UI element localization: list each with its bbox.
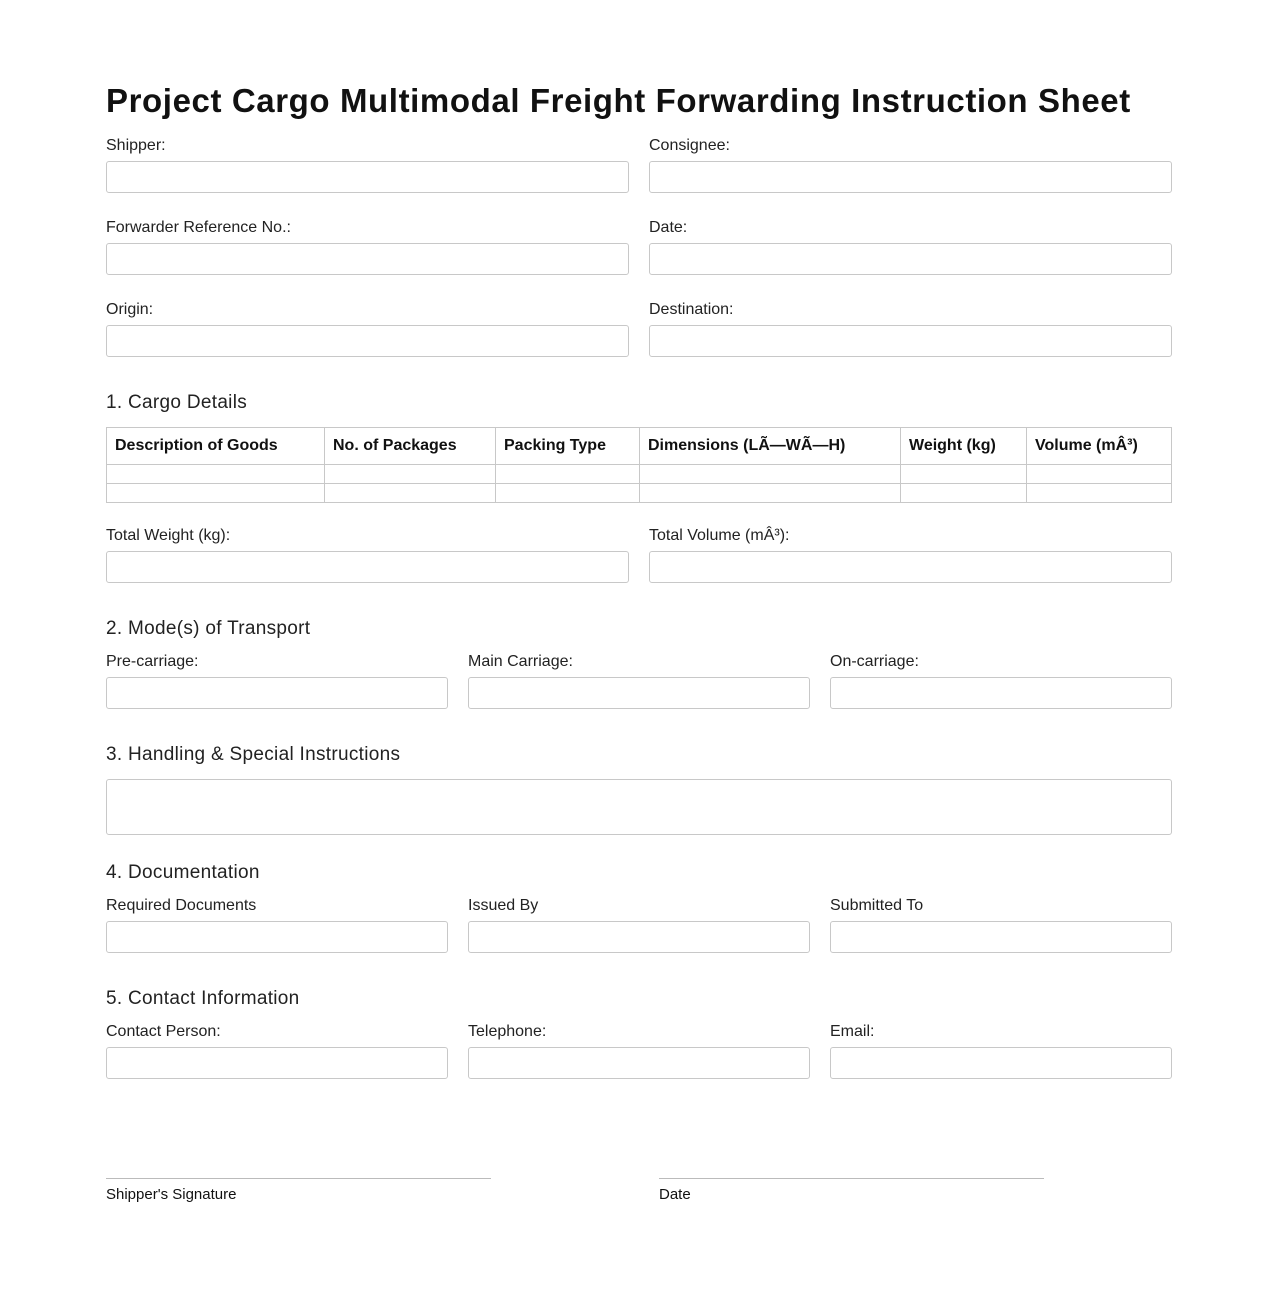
date-input[interactable] [649,243,1172,275]
handling-heading: 3. Handling & Special Instructions [106,744,401,765]
col-packing-type: Packing Type [496,428,640,465]
origin-label: Origin: [106,301,154,318]
total-weight-input[interactable] [106,551,629,583]
table-cell[interactable] [107,465,325,484]
origin-input[interactable] [106,325,629,357]
signature-date-line[interactable] [659,1178,1044,1179]
shipper-signature-label: Shipper's Signature [106,1186,237,1203]
email-label: Email: [830,1023,875,1040]
on-carriage-input[interactable] [830,677,1172,709]
destination-input[interactable] [649,325,1172,357]
table-cell[interactable] [325,484,496,503]
documentation-heading: 4. Documentation [106,862,260,883]
forwarder-ref-input[interactable] [106,243,629,275]
table-row [107,484,1172,503]
main-carriage-label: Main Carriage: [468,653,573,670]
shipper-signature-line[interactable] [106,1178,491,1179]
shipper-input[interactable] [106,161,629,193]
on-carriage-label: On-carriage: [830,653,919,670]
cargo-table [106,427,1172,503]
total-weight-label: Total Weight (kg): [106,527,231,544]
table-cell[interactable] [1027,484,1172,503]
consignee-label: Consignee: [649,137,730,154]
transport-heading: 2. Mode(s) of Transport [106,618,311,639]
table-header-row [107,428,1172,465]
table-cell[interactable] [496,484,640,503]
page-title: Project Cargo Multimodal Freight Forwarding Instruction Sheet [106,82,1131,119]
telephone-input[interactable] [468,1047,810,1079]
issued-by-input[interactable] [468,921,810,953]
contact-person-label: Contact Person: [106,1023,221,1040]
submitted-to-input[interactable] [830,921,1172,953]
issued-by-label: Issued By [468,897,539,914]
table-cell[interactable] [640,465,901,484]
pre-carriage-label: Pre-carriage: [106,653,199,670]
consignee-input[interactable] [649,161,1172,193]
shipper-label: Shipper: [106,137,166,154]
table-cell[interactable] [496,465,640,484]
required-documents-label: Required Documents [106,897,257,914]
table-row [107,465,1172,484]
destination-label: Destination: [649,301,734,318]
telephone-label: Telephone: [468,1023,547,1040]
table-cell[interactable] [640,484,901,503]
table-cell[interactable] [901,465,1027,484]
main-carriage-input[interactable] [468,677,810,709]
date-label: Date: [649,219,688,236]
total-volume-label: Total Volume (mÂ³): [649,527,790,544]
contact-person-input[interactable] [106,1047,448,1079]
total-volume-input[interactable] [649,551,1172,583]
handling-instructions-textarea[interactable] [106,779,1172,835]
submitted-to-label: Submitted To [830,897,924,914]
table-cell[interactable] [1027,465,1172,484]
col-dimensions: Dimensions (LÃ—WÃ—H) [640,428,901,465]
table-cell[interactable] [325,465,496,484]
col-weight: Weight (kg) [901,428,1027,465]
table-cell[interactable] [901,484,1027,503]
table-cell[interactable] [107,484,325,503]
contact-heading: 5. Contact Information [106,988,300,1009]
col-description: Description of Goods [107,428,325,465]
forwarder-ref-label: Forwarder Reference No.: [106,219,291,236]
col-volume: Volume (mÂ³) [1027,428,1172,465]
email-input[interactable] [830,1047,1172,1079]
signature-date-label: Date [659,1186,691,1203]
required-documents-input[interactable] [106,921,448,953]
col-packages: No. of Packages [325,428,496,465]
cargo-details-heading: 1. Cargo Details [106,392,248,413]
pre-carriage-input[interactable] [106,677,448,709]
